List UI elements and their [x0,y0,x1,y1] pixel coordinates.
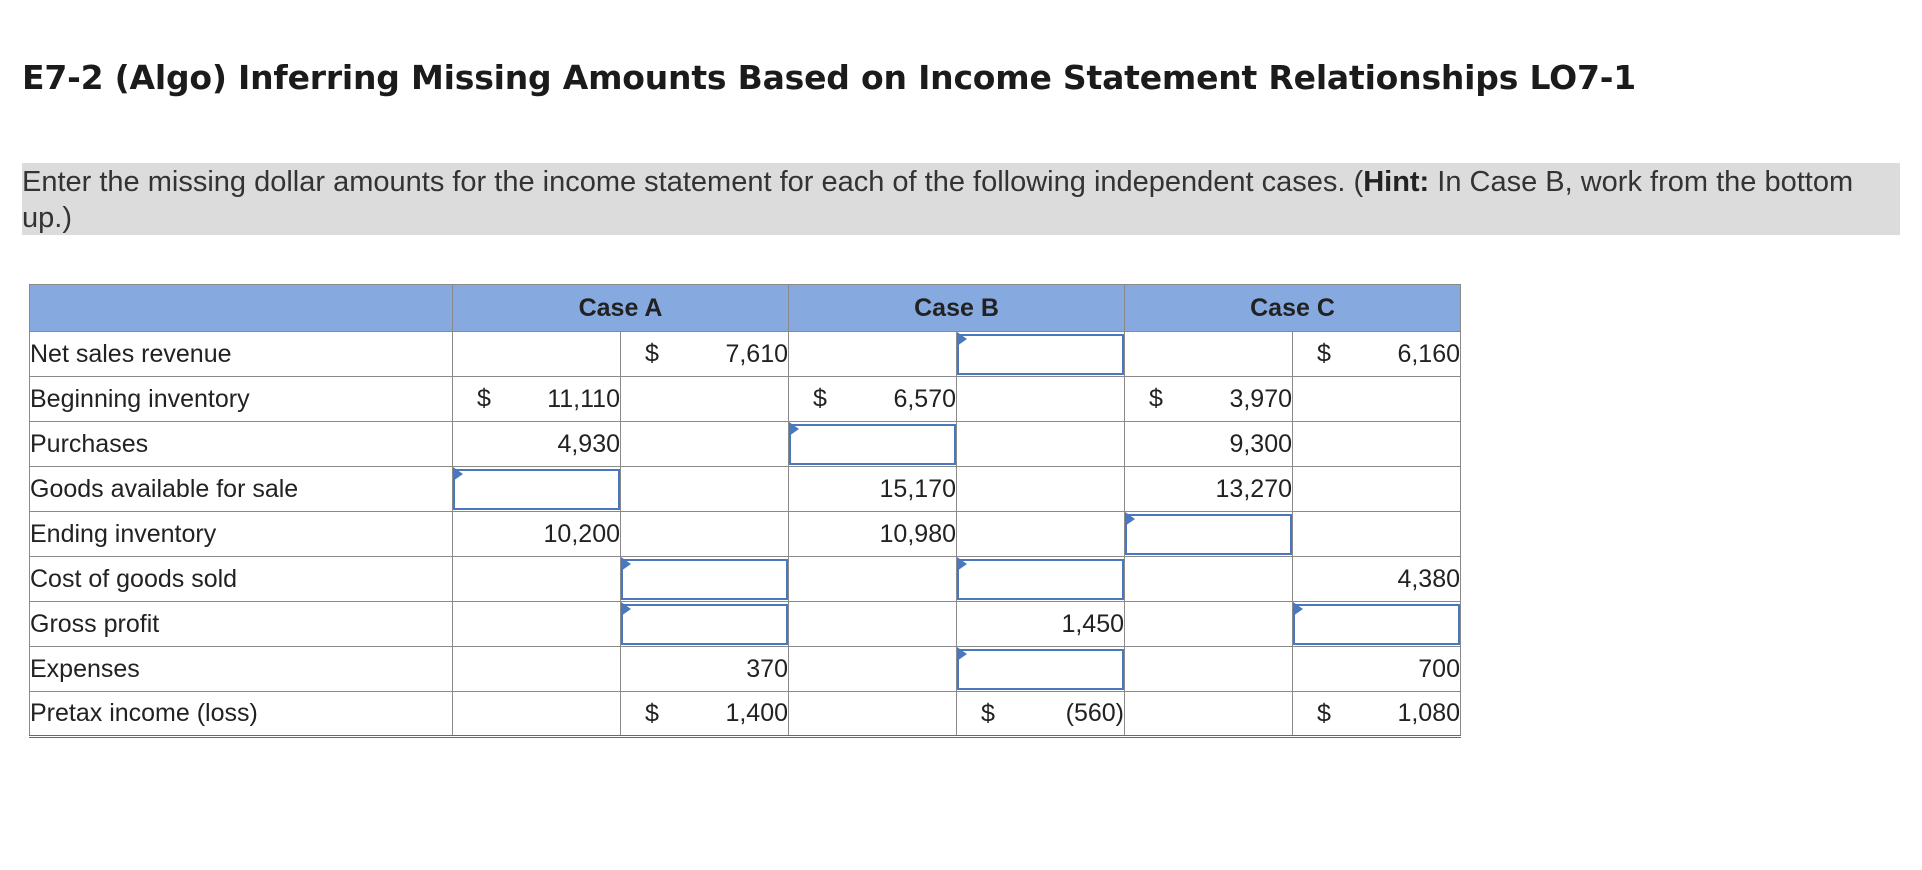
header-case-a: Case A [453,285,789,332]
value-cell-case-a-right [621,692,789,737]
value-cell-case-a-left [453,512,621,557]
empty-cell [453,332,621,377]
cell-value: (560) [1065,699,1124,727]
empty-cell [1125,602,1293,647]
empty-cell [1125,647,1293,692]
input-cell-case-b-right [957,332,1125,377]
empty-cell [1125,557,1293,602]
value-cell-case-a-right [621,332,789,377]
answer-input[interactable] [957,559,1124,600]
cell-value: 3,970 [1229,384,1292,413]
answer-input[interactable] [957,334,1124,375]
answer-input[interactable] [1125,514,1292,555]
answer-input[interactable] [789,424,956,465]
empty-cell [621,512,789,557]
dollar-sign: $ [981,699,995,727]
dollar-sign: $ [1317,339,1331,368]
row-label: Beginning inventory [30,377,453,422]
row-label: Net sales revenue [30,332,453,377]
cell-value: 6,160 [1397,339,1460,368]
header-case-b: Case B [789,285,1125,332]
hint-text: In Case B, work from the bottom up.) [22,166,1854,234]
dollar-sign: $ [645,339,659,368]
empty-cell [453,692,621,737]
value-cell-case-c-right [1293,692,1461,737]
input-cell-case-b-right [957,647,1125,692]
cell-value: 4,380 [1397,564,1460,593]
value-cell-case-c-right [1293,557,1461,602]
cell-value: 4,930 [557,429,620,458]
row-label: Expenses [30,647,453,692]
table-header-row [30,285,1461,332]
cell-value: 1,400 [725,699,788,727]
input-cell-case-b-right [957,557,1125,602]
row-label: Purchases [30,422,453,467]
value-cell-case-b-left [789,512,957,557]
table-row [30,332,1461,377]
row-label: Cost of goods sold [30,557,453,602]
cell-value: 7,610 [725,339,788,368]
value-cell-case-a-left [453,422,621,467]
header-case-c: Case C [1125,285,1461,332]
value-cell-case-a-left [453,377,621,422]
header-blank [30,285,453,332]
cell-value: 10,980 [879,519,956,548]
empty-cell [789,602,957,647]
empty-cell [1293,467,1461,512]
row-label: Gross profit [30,602,453,647]
value-cell-case-b-right [957,602,1125,647]
empty-cell [621,377,789,422]
table-row [30,647,1461,692]
empty-cell [957,512,1125,557]
value-cell-case-b-left [789,377,957,422]
value-cell-case-a-right [621,647,789,692]
value-cell-case-b-left [789,467,957,512]
value-cell-case-b-right [957,692,1125,737]
answer-input[interactable] [957,649,1124,690]
row-label: Pretax income (loss) [30,692,453,737]
empty-cell [789,332,957,377]
dollar-sign: $ [645,699,659,727]
table-row [30,467,1461,512]
cell-value: 370 [746,654,788,683]
empty-cell [789,647,957,692]
cell-value: 10,200 [543,519,620,548]
answer-input[interactable] [621,604,788,645]
cell-value: 15,170 [879,474,956,503]
hint-label: Hint: [1363,166,1430,198]
cell-value: 9,300 [1229,429,1292,458]
answer-input[interactable] [1293,604,1460,645]
empty-cell [789,557,957,602]
input-cell-case-c-right [1293,602,1461,647]
table-row [30,512,1461,557]
empty-cell [789,692,957,737]
table-row [30,602,1461,647]
input-cell-case-a-right [621,557,789,602]
cell-value: 1,450 [1061,609,1124,638]
empty-cell [1293,422,1461,467]
row-label: Ending inventory [30,512,453,557]
empty-cell [1293,512,1461,557]
instructions-box [22,163,1900,235]
value-cell-case-c-left [1125,467,1293,512]
input-cell-case-a-right [621,602,789,647]
cell-value: 6,570 [893,384,956,413]
input-cell-case-c-left [1125,512,1293,557]
dollar-sign: $ [1317,699,1331,727]
instructions-text: Enter the missing dollar amounts for the income statement for each of the following independent cases. ( [22,166,1364,198]
empty-cell [957,467,1125,512]
empty-cell [453,647,621,692]
page-title: E7-2 (Algo) Inferring Missing Amounts Based on Income Statement Relationships LO7-1 [22,58,1636,97]
dollar-sign: $ [813,384,827,413]
answer-input[interactable] [621,559,788,600]
dollar-sign: $ [477,384,491,413]
empty-cell [957,422,1125,467]
table-body [30,332,1461,737]
empty-cell [453,602,621,647]
empty-cell [1293,377,1461,422]
value-cell-case-c-left [1125,422,1293,467]
cell-value: 13,270 [1215,474,1292,503]
empty-cell [1125,692,1293,737]
table-row [30,692,1461,737]
empty-cell [621,422,789,467]
cell-value: 11,110 [547,384,620,413]
row-label: Goods available for sale [30,467,453,512]
value-cell-case-c-right [1293,332,1461,377]
input-cell-case-b-left [789,422,957,467]
answer-input[interactable] [453,469,620,510]
empty-cell [453,557,621,602]
cell-value: 700 [1418,654,1460,683]
empty-cell [957,377,1125,422]
income-statement-table [29,284,1461,738]
empty-cell [621,467,789,512]
table-row [30,377,1461,422]
cell-value: 1,080 [1397,699,1460,727]
value-cell-case-c-right [1293,647,1461,692]
value-cell-case-c-left [1125,377,1293,422]
empty-cell [1125,332,1293,377]
dollar-sign: $ [1149,384,1163,413]
table-row [30,557,1461,602]
input-cell-case-a-left [453,467,621,512]
table-row [30,422,1461,467]
